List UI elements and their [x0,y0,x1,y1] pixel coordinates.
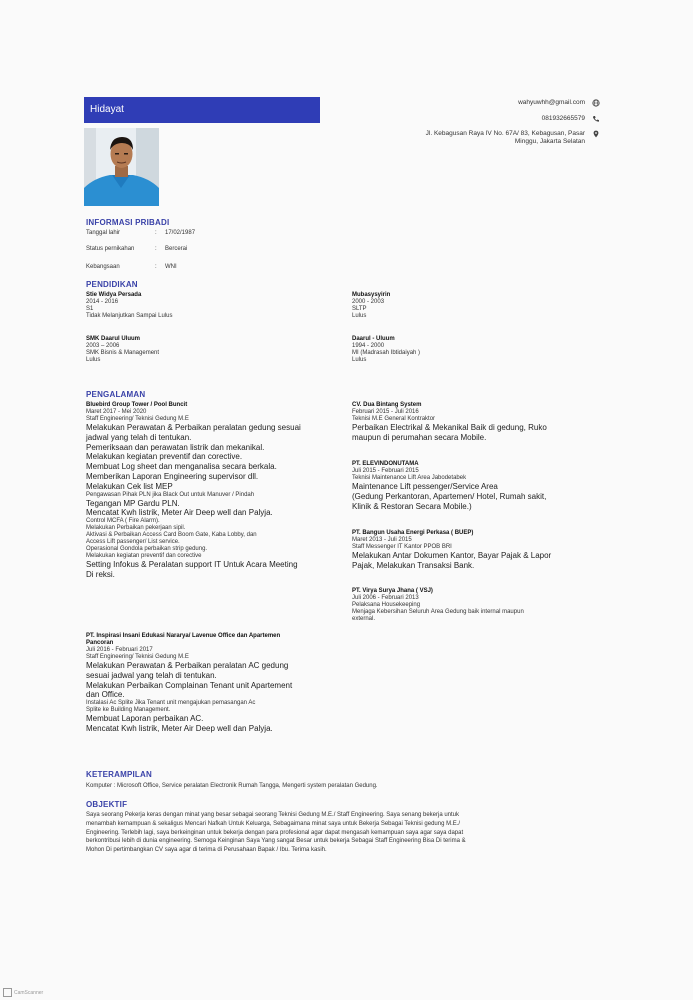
section-title-experience: PENGALAMAN [86,390,146,399]
address-line-2: Minggu, Jakarta Selatan [514,138,585,145]
section-title-objective: OBJEKTIF [86,800,128,809]
job-period: Juli 2006 - Februari 2013 [352,595,419,601]
company-name-cont: Pancoran [86,640,114,646]
job-period: Juli 2016 - Februari 2017 [86,647,153,653]
company-name: PT. Bangun Usaha Energi Perkasa ( BUEP) [352,530,474,536]
duty-line: dan Office. [86,690,125,700]
experience-entry [86,633,292,734]
job-role: Pelaksana Housekeeping [352,602,421,608]
objective-line: Engineering. Terlebih lagi, saya berkeinginan untuk bekerja dengan para profesional agar dapat mengasah kemampuan saya agar saya dapat [86,829,464,836]
duty-line: Instalasi Ac Splite Jika Tenant unit mengajukan pemasangan Ac [86,700,256,707]
duty-list [352,423,547,443]
company-name: PT. Inspirasi Insani Edukasi Nararya/ Lavenue Office dan Apartemen [86,633,281,639]
duty-line: Melakukan Perbaikan pekerjaan sipil. [86,525,186,532]
school-degree: S1 [86,306,94,312]
job-period: Maret 2017 - Mei 2020 [86,409,147,415]
job-period: Februari 2015 - Juli 2016 [352,409,419,415]
school-status: Lulus [352,313,367,319]
duty-line: Klinik & Restoran Secara Mobile.) [352,501,472,511]
duty-line: Control MCFA ( Fire Alarm). [86,518,160,525]
school-years: 2014 - 2016 [86,299,119,305]
duty-list [352,482,546,511]
duty-line: Melakukan Cek list MEP [86,481,173,491]
personal-sep: : [155,264,157,270]
duty-line: Splite ke Building Management. [86,707,171,714]
duty-line: Mencatat Kwh listrik, Meter Air Deep well dan Palyja. [86,723,273,733]
duty-line: Di reksi. [86,569,115,579]
job-role: Staff Messenger IT Kantor PPOB BRI [352,544,452,550]
duty-line: Aktivasi & Perbaikan Access Card Boom Gate, Kaba Lobby, dan [86,532,257,539]
school-name: Stie Widya Persada [86,292,142,298]
personal-label: Kebangsaan [86,264,120,270]
phone-text[interactable]: 081932665579 [541,115,585,122]
school-years: 1994 - 2000 [352,343,385,349]
scanner-text: CamScanner [14,989,44,996]
job-role: Staff Engineering/ Teknisi Gedung M.E [86,654,189,660]
school-degree: SMK Bisnis & Management [86,350,160,356]
personal-value: WNI [165,264,177,270]
school-status: Lulus [86,357,101,363]
education-entry [352,292,390,320]
school-degree: SLTP [352,306,367,312]
duty-list [352,609,524,623]
duty-line: Operasional Gondola perbaikan strip gedung. [86,546,208,553]
phone-icon [592,115,600,123]
school-years: 2000 - 2003 [352,299,385,305]
school-status: Lulus [352,357,367,363]
company-name: Bluebird Group Tower / Pool Buncit [86,402,188,408]
job-period: Juli 2015 - Februari 2015 [352,468,419,474]
objective-line: menambah kemampuan & sekaligus Mencari Nafkah Untuk Keluarga, Sebagaimana minat saya untuk Bekerja Sebagai Teknisi gedung M.E./ [86,820,461,827]
duty-line: Perbaikan Electrikal & Mekanikal Baik di gedung, Ruko [352,423,547,432]
personal-value: Bercerai [165,246,188,252]
name-banner: Hidayat [84,97,320,123]
duty-line: Pajak, Melakukan Transaksi Bank. [352,560,475,570]
duty-line: maupun di perumahan secara Mobile. [352,432,487,442]
personal-value: 17/02/1987 [165,230,196,236]
school-status: Tidak Melanjutkan Sampai Lulus [86,313,173,319]
experience-entry [352,588,524,623]
personal-sep: : [155,246,157,252]
job-role: Staff Engineering/ Teknisi Gedung M.E [86,416,189,422]
school-degree: MI (Madrasah Ibtidaiyah ) [352,350,421,356]
email-text[interactable]: wahyuwhh@gmail.com [518,99,585,106]
duty-line: Melakukan Perawatan & Perbaikan peralatan gedung sesuai [86,423,301,432]
objective-line: berkontribusi lebih di dunia engineering. Semoga Keinginan Saya Yang sangat Besar untuk bekerja Sebagai Staff Engineering Bisa Di terima & [86,838,466,845]
profile-photo [84,128,159,206]
experience-entry [352,530,551,571]
globe-icon [592,99,600,107]
experience-entry [86,402,301,580]
section-title-skills: KETERAMPILAN [86,770,152,779]
duty-line: Membuat Laporan perbaikan AC. [86,714,204,724]
school-name: Mubasysyirin [352,292,391,298]
duty-line: Melakukan kegiatan preventif dan corective [86,553,202,560]
duty-line: sesuai jadwal yang telah di tentukan. [86,670,217,680]
duty-line: external. [352,616,376,622]
duty-line: Pengawasan Pihak PLN jika Black Out untuk Manuver / Pindah [86,491,255,498]
duty-list [86,423,301,580]
duty-line: Mencatat Kwh listrik, Meter Air Deep well dan Palyja. [86,508,273,518]
objective-paragraph [86,811,606,855]
education-entry [86,336,159,364]
duty-line: Memberikan Laporan Engineering supervisor dll. [86,471,259,481]
scanner-logo-icon [3,988,12,997]
objective-line: Saya seorang Pekerja keras dengan minat yang besar sebagai seorang Teknisi Gedung M.E./ Staff Engineering. Saya senang bekerja untuk [86,812,460,818]
duty-list [352,551,551,571]
company-name: CV. Dua Bintang System [352,402,422,408]
company-name: PT. ELEVINDONUTAMA [352,461,419,467]
skills-text: Komputer : Microsoft Office, Service peralatan Electronik Rumah Tangga, Mengerti system peralatan Gedung. [86,783,378,789]
job-period: Maret 2013 - Juli 2015 [352,537,412,543]
company-name: PT. Virya Surya Jhana ( VSJ) [352,588,433,594]
location-pin-icon [592,130,600,138]
job-role: Teknisi Maintenance Lift Area Jabodetabek [352,475,467,481]
section-title-personal: INFORMASI PRIBADI [86,218,170,227]
objective-line: Mohon Di pertimbangkan CV saya agar di terima di Perusahaan Bapak / Ibu. Terima kasih. [86,847,327,854]
duty-list [86,661,292,734]
personal-label: Status pernikahan [86,246,135,252]
duty-line: Membuat Log sheet dan menganalisa secara berkala. [86,462,277,472]
duty-line: Setting Infokus & Peralatan support IT Untuk Acara Meeting [86,560,298,570]
duty-line: Tegangan MP Gardu PLN. [86,498,180,508]
school-name: Daarul - Uluum [352,336,395,342]
personal-sep: : [155,230,157,236]
personal-label: Tanggal lahir [86,230,121,236]
duty-line: jadwal yang telah di tentukan. [86,432,192,442]
section-title-education: PENDIDIKAN [86,280,138,289]
duty-line: Melakukan Antar Dokumen Kantor, Bayar Pajak & Lapor [352,551,552,560]
scanner-watermark [3,988,43,997]
duty-line: Maintenance Lift pessenger/Service Area [352,482,498,491]
duty-line: Pemeriksaan dan perawatan listrik dan mekanikal. [86,442,265,452]
education-entry [352,336,420,364]
duty-line: Melakukan Perbaikan Complainan Tenant unit Apartement [86,680,293,690]
duty-line: (Gedung Perkantoran, Apartemen/ Hotel, Rumah sakit, [352,491,547,501]
experience-entry [352,402,547,443]
address-line-1: Jl. Kebagusan Raya IV No. 67A/ 83, Kebagusan, Pasar [425,130,585,137]
school-years: 2003 – 2006 [86,343,120,349]
job-role: Teknisi M.E General Kontraktor [352,416,436,422]
duty-line: Access Lift passenger/ List service. [86,539,180,546]
duty-line: Melakukan Perawatan & Perbaikan peralatan AC gedung [86,661,289,670]
duty-line: Melakukan kegiatan preventif dan corective. [86,452,243,462]
school-name: SMK Daarul Uluum [86,336,141,342]
education-entry [86,292,173,320]
experience-entry [352,461,546,511]
duty-line: Menjaga Kebersihan Seluruh Area Gedung baik internal maupun [352,609,524,615]
